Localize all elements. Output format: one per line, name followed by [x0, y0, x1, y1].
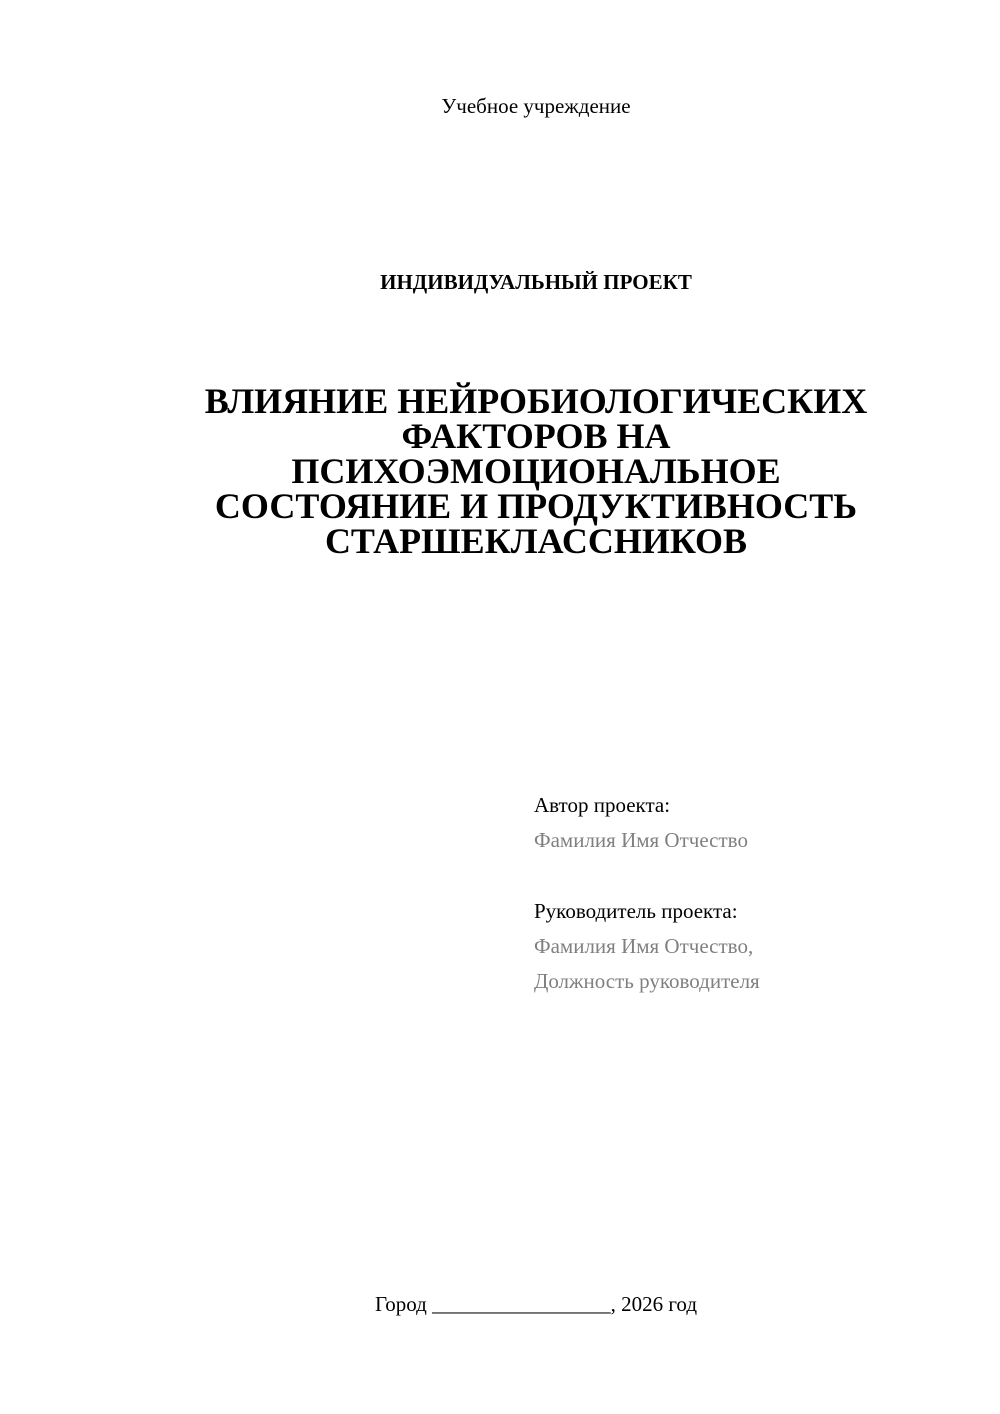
project-title-line: ФАКТОРОВ НА: [401, 416, 671, 456]
project-title-line: ПСИХОЭМОЦИОНАЛЬНОЕ: [291, 451, 781, 491]
supervisor-label: Руководитель проекта:: [534, 899, 738, 923]
institution-name: Учебное учреждение: [441, 94, 631, 118]
project-title-line: СОСТОЯНИЕ И ПРОДУКТИВНОСТЬ: [214, 486, 858, 526]
credits-block: [534, 788, 974, 999]
project-title-line: ВЛИЯНИЕ НЕЙРОБИОЛОГИЧЕСКИХ: [204, 381, 868, 421]
project-title-line: СТАРШЕКЛАССНИКОВ: [324, 521, 748, 561]
author-label: Автор проекта:: [534, 793, 671, 817]
credits-spacer: [534, 858, 974, 894]
supervisor-name: Фамилия Имя Отчество,: [534, 934, 754, 958]
project-type-heading: ИНДИВИДУАЛЬНЫЙ ПРОЕКТ: [380, 270, 692, 294]
project-title: [160, 381, 912, 561]
city-date-line: Город _________________, 2026 год: [374, 1292, 698, 1316]
author-name: Фамилия Имя Отчество: [534, 828, 748, 852]
supervisor-position: Должность руководителя: [534, 969, 760, 993]
